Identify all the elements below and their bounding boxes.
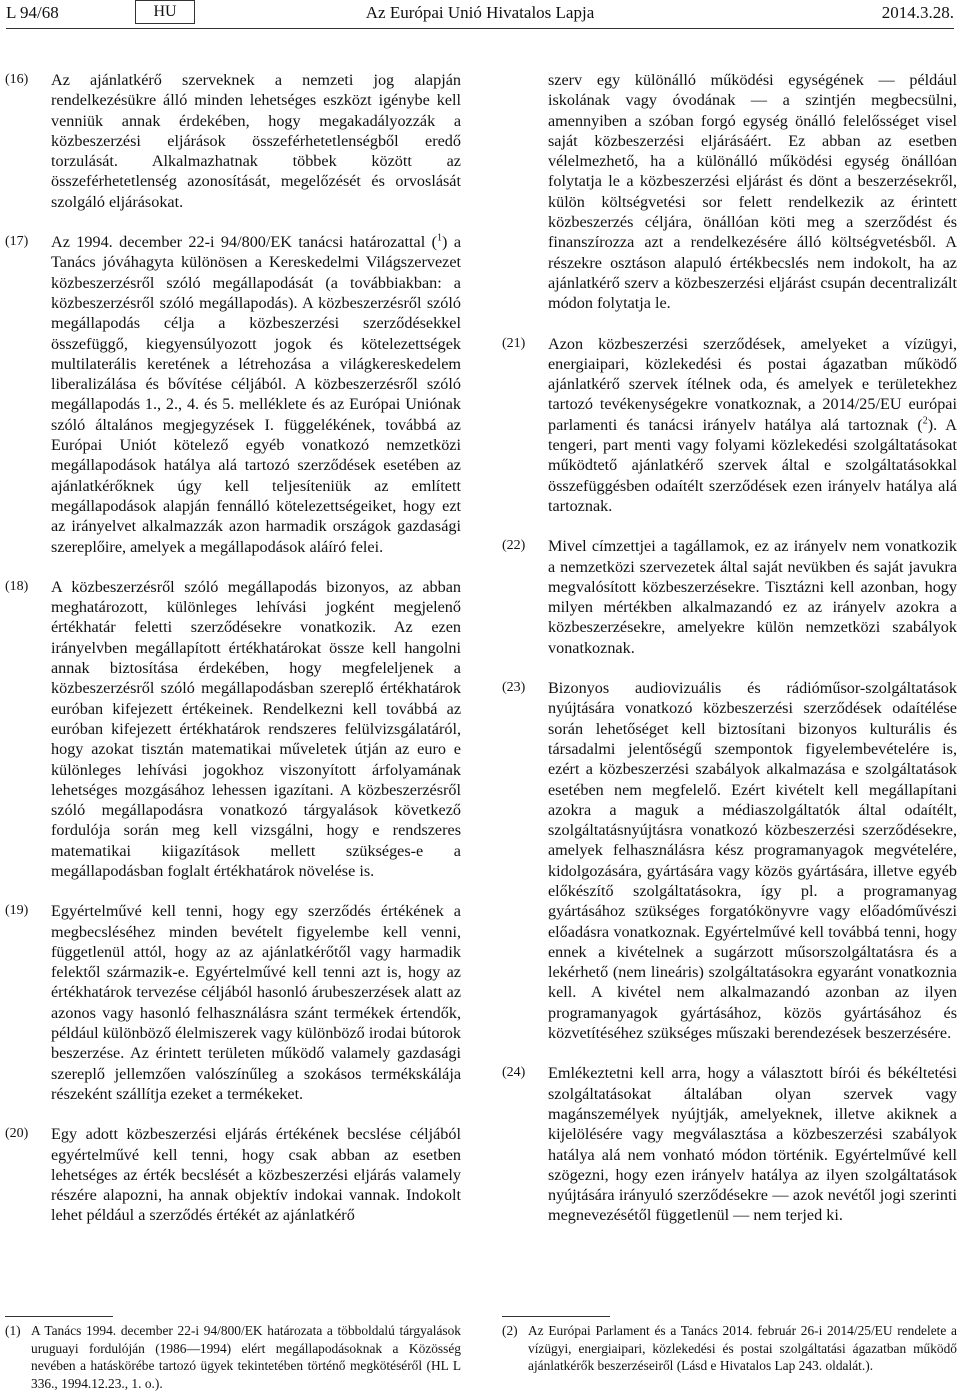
page-number: L 94/68 bbox=[6, 3, 59, 22]
footnote-number: (2) bbox=[502, 1323, 518, 1338]
header-rule bbox=[6, 28, 954, 29]
recital-number: (23) bbox=[502, 680, 526, 696]
recital-23 bbox=[502, 678, 957, 1043]
recital-24 bbox=[502, 1063, 957, 1225]
recital-21 bbox=[502, 334, 957, 517]
recital-text: Emlékeztetni kell arra, hogy a választott bírói és békéltetési szolgáltatásokat általában olyan szervek vagy magánszemélyek nyújtják, amelyeknek, illetve akiknek a kijelölésére vagy megválasztása a közbeszerzési szabályok hatálya alá nem vonható módon történik. Egyértelművé kell szögezni, hogy ezen irányelv hatálya az ilyen szolgáltatások nyújtására irányuló szerződésekre — azok nevétől jogi szerinti megnevezésétől függetlenül — nem terjed ki. bbox=[548, 1064, 957, 1225]
footnote-1 bbox=[5, 1322, 461, 1392]
footnote-reference[interactable]: 2 bbox=[922, 415, 928, 427]
publication-date: 2014.3.28. bbox=[881, 3, 954, 22]
recital-text: Az ajánlatkérő szerveknek a nemzeti jog alapján rendelkezésükre álló minden lehetséges eszközt igénybe kell venniük annak érdekében, hogy megakadályozzák a közbeszerzési eljárások összeférhetetlenségből eredő torzulását. Alkalmazhatnak többek között az összeférhetetlenség azonosítását, megelőzését és orvoslását szolgáló eljárásokat. bbox=[51, 71, 461, 211]
recital-20-continued bbox=[502, 70, 957, 314]
recital-number: (17) bbox=[5, 234, 29, 250]
recital-number: (21) bbox=[502, 335, 526, 351]
recital-text bbox=[51, 232, 461, 557]
footnote-2 bbox=[502, 1322, 957, 1375]
recital-number: (16) bbox=[5, 72, 29, 87]
recital-text-part: Az 1994. december 22-i 94/800/EK tanácsi határozattal ( bbox=[51, 233, 438, 252]
recital-16 bbox=[5, 70, 461, 212]
recital-number: (20) bbox=[5, 1126, 29, 1142]
recital-18 bbox=[5, 577, 461, 881]
recital-number bbox=[502, 70, 548, 314]
recital-number: (18) bbox=[5, 578, 29, 594]
recital-text bbox=[548, 334, 957, 517]
recital-19 bbox=[5, 901, 461, 1104]
recital-text: szerv egy különálló működési egységének — például iskolának vagy óvodának — a szintjén megbecsülni, amennyiben a szóban forgó egység önálló felelősséget visel saját közbeszerzési eljárásáért. Ez abban az esetben vélelmezhető, ha a különálló működési egység önállóan folytatja le a közbeszerzési eljárást és dönt a beszerzésekről, külön költségvetési sor felett rendelkezik az érintett közbeszerzés céljára, önállóan köti meg a szerződést és finanszírozza azt a rendelkezésére álló költségvetésből. A részekre osztáson alapuló értékbecslés nem indokolt, ha az ajánlatkérő szerv a közbeszerzési eljárást csupán decentralizált módon folytatja le. bbox=[548, 71, 957, 313]
recital-text-part: ). A tengeri, part menti vagy folyami közlekedési szolgáltatásokat működtető ajánlatkérő szervek által e szolgáltatásokkal összefüggésben odaítélt szerződések ezen irányelv hatálya alá tartoznak. bbox=[548, 415, 957, 515]
recital-number: (22) bbox=[502, 538, 526, 554]
recital-22 bbox=[502, 536, 957, 658]
left-column bbox=[5, 70, 461, 1246]
recital-text: Bizonyos audiovizuális és rádióműsor-szolgáltatások nyújtására vonatkozó közbeszerzési szerződések odaítélése során lehetőséget kell biztosítani bizonyos kulturális és társadalmi jelentőségű szempontok figyelembevételére is, ezért a közbeszerzési szabályok alkalmazása e szolgáltatások esetében nem megfelelő. Ezért kivételt kell megállapítani azokra a maguk a médiaszolgáltatók által odaítélt, szolgáltatásnyújtásra vonatkozó közbeszerzési szerződésekre, amelyek felhasználásra kész programanyagok megvételére, kidolgozására, gyártására vagy közös gyártására, illetve egyéb előkészítő szolgáltatásokra, így pl. a programanyag gyártásához szükséges forgatókönyvre vagy előadóművészi előadásra vonatkoznak. Egyértelművé kell továbbá tenni, hogy ennek a kivételnek a sugárzott műsorszolgáltatásra és a lekérhető (nem lineáris) szolgáltatásokra egyaránt vonatkoznia kell. A kivétel nem alkalmazandó azonban az ilyen programanyagok gyártásához, közös gyártásához és közvetítéséhez szükséges műszaki berendezések beszerzésére. bbox=[548, 679, 957, 1043]
recital-20 bbox=[5, 1124, 461, 1225]
recital-number: (19) bbox=[5, 903, 29, 919]
language-code-box: HU bbox=[135, 0, 195, 24]
recital-text-part: ) a Tanács jóváhagyta különösen a Kereskedelmi Világszervezet közbeszerzésről szóló megállapodását (a továbbiakban: a közbeszerzésről szóló megállapodás). A közbeszerzésről szóló megállapodás célja a közbeszerzési szerződésekkel összefüggő, kiegyensúlyozott jogok és kötelezettségek multilaterális keretének a létrehozása a világkereskedelem liberalizálása és bővítése céljából. A közbeszerzésről szóló megállapodás 1., 2., 4. és 5. melléklete és az Európai Uniónak szóló általános megjegyzések I. függelékének, továbbá az Európai Uniót kötelező egyéb vonatkozó nemzetközi megállapodások hatálya alá tartozó szerződések esetében az ajánlatkérőknek úgy kell teljesíteniük az említett megállapodások alapján fennálló kötelezettségeiket, hogy ezt az irányelvet alkalmazzák azon harmadik országok gazdasági szereplőire, amelyek a megállapodások aláíró felei. bbox=[51, 233, 461, 556]
footnote-text: Az Európai Parlament és a Tanács 2014. február 26-i 2014/25/EU rendelete a vízügyi, energiaipari, közlekedési és postai szolgáltatási ágazatban működő ajánlatkérők beszerzéseiről (Lásd e Hivatalos Lap 243. oldalát.). bbox=[528, 1323, 957, 1373]
right-column bbox=[502, 70, 957, 1246]
recital-text-part: Azon közbeszerzési szerződések, amelyeket a vízügyi, energiaipari, közlekedési és postai ágazatban működő ajánlatkérő szervek ítélnek oda, és amelyek e területekhez tartozó tevékenységekre vonatkoznak, a 2014/25/EU európai parlamenti és tanácsi irányelv hatálya alá tartoznak ( bbox=[548, 334, 957, 434]
recital-text: Egy adott közbeszerzési eljárás értékének becslése céljából egyértelművé kell tenni, hogy csak abban az esetben lehetséges az érték becslését a közbeszerzési eljárás valamely részére alapozni, ha annak objektív indokai vannak. Indokolt lehet például a szerződés értékét az ajánlatkérő bbox=[51, 1125, 461, 1225]
recital-text: A közbeszerzésről szóló megállapodás bizonyos, az abban meghatározott, különleges lehívási jogként megjelenő értékhatár feletti szerződésekre vonatkozik. Az ezen irányelvben megállapított értékhatárokat össze kell hangolni annak biztosítása érdekében, hogy megfeleljenek a közbeszerzésről szóló megállapodásban szereplő értékhatárok euróban kifejezett értékeinek. Rendelkezni kell továbbá az euróban kifejezett értékhatárok rendszeres felülvizsgálatáról, hogy azokat tisztán matematikai műveletek útján az euro e különleges lehívási jogokhoz viszonyított árfolyamának lehetséges mozgásához lehessen igazítani. A közbeszerzésről szóló megállapodásra vonatkozó tárgyalások következő fordulója során meg kell vizsgálni, hogy e rendszeres matematikai kiigazítások mellett szükséges-e a megállapodásban foglalt értékhatárok növelése is. bbox=[51, 577, 461, 880]
footnote-text: A Tanács 1994. december 22-i 94/800/EK határozata a többoldalú tárgyalások uruguayi fordulóján (1986—1994) elért megállapodásoknak a Közösség nevében a hatáskörébe tartozó ügyek tekintetében történő megkötéséről (HL L 336., 1994.12.23., 1. o.). bbox=[31, 1323, 461, 1391]
recital-number: (24) bbox=[502, 1065, 526, 1081]
recital-text: Mivel címzettjei a tagállamok, ez az irányelv nem vonatkozik a nemzetközi szervezetek által saját nevükben és saját javukra megvalósított közbeszerzésekre. Tisztázni kell azonban, hogy milyen mértékben alkalmazandó ez az irányelv azokra a közbeszerzésekre, amelyekre külön nemzetközi szabályok vonatkoznak. bbox=[548, 537, 957, 657]
footnote-rule-right bbox=[502, 1316, 610, 1317]
footnote-reference[interactable]: 1 bbox=[437, 232, 443, 244]
recital-17 bbox=[5, 232, 461, 557]
page-header bbox=[6, 0, 954, 24]
journal-title: Az Európai Unió Hivatalos Lapja bbox=[365, 3, 595, 22]
footnote-number: (1) bbox=[5, 1323, 21, 1338]
footnote-rule-left bbox=[5, 1316, 113, 1317]
recital-text: Egyértelművé kell tenni, hogy egy szerződés értékének a megbecsléséhez minden bevételt figyelembe kell venni, függetlenül attól, hogy az az ajánlatkérőtől vagy harmadik felektől származik-e. Egyértelművé kell tenni azt is, hogy az értékhatárok tervezése céljából hasonló árubeszerzések alatt az azonos vagy hasonló felhasználásra szánt termékek értendők, például különböző élelmiszerek vagy különböző irodai bútorok beszerzése. Az érintett területen működő valamely gazdasági szereplő jellemzően valószínűleg a szokásos termékskálája részeként szállítja ezeket a termékeket. bbox=[51, 902, 461, 1103]
